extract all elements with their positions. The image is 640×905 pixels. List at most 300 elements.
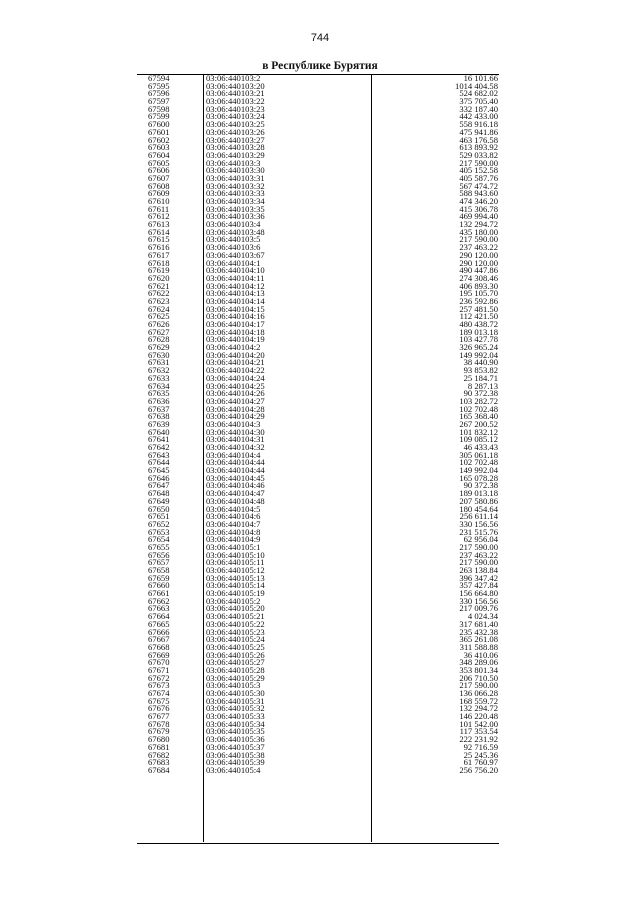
table-row <box>137 213 499 221</box>
cadastral-value-cell: 256 756.20 <box>459 764 498 775</box>
table-row <box>137 149 499 160</box>
table-row <box>137 226 499 237</box>
table-row <box>137 436 499 444</box>
cadastral-value-cell: 305 061.18 <box>459 449 498 460</box>
table-row <box>137 659 499 667</box>
row-number-cell: 67622 <box>148 288 170 299</box>
table-row <box>137 764 499 775</box>
cadastral-number-cell: 03:06:440104:4 <box>206 449 261 460</box>
row-number-cell: 67679 <box>148 726 170 737</box>
row-number-cell: 67652 <box>148 518 170 529</box>
cadastral-number-cell: 03:06:440104:21 <box>206 357 265 368</box>
table-row <box>137 444 499 452</box>
table-row <box>137 705 499 713</box>
cadastral-number-cell: 03:06:440104:45 <box>206 472 265 483</box>
cadastral-number-cell: 03:06:440103:35 <box>206 203 265 214</box>
table-row <box>137 718 499 729</box>
table-row <box>137 198 499 206</box>
row-number-cell: 67629 <box>148 342 170 353</box>
table-row <box>137 503 499 514</box>
cadastral-value-cell: 474 346.20 <box>459 196 498 206</box>
table-row <box>137 380 499 391</box>
cadastral-number-cell: 03:06:440104:7 <box>206 518 261 529</box>
cadastral-number-cell: 03:06:440104:31 <box>206 434 265 445</box>
row-number-cell: 67601 <box>148 126 170 137</box>
row-number-cell: 67616 <box>148 242 170 253</box>
cadastral-number-cell: 03:06:440105:24 <box>206 634 265 645</box>
cadastral-value-cell: 195 105.70 <box>459 288 498 299</box>
cadastral-value-cell: 332 187.40 <box>459 103 498 114</box>
row-number-cell: 67640 <box>148 426 170 437</box>
cadastral-value-cell: 136 066.28 <box>459 688 498 698</box>
table-row <box>137 518 499 529</box>
cadastral-number-cell: 03:06:440104:30 <box>206 426 265 437</box>
cadastral-value-cell: 469 994.40 <box>459 211 498 222</box>
cadastral-value-cell: 180 454.64 <box>459 503 498 514</box>
cadastral-value-cell: 90 372.38 <box>463 388 498 399</box>
row-number-cell: 67627 <box>148 326 170 337</box>
row-number-cell: 67613 <box>148 219 170 230</box>
row-number-cell: 67676 <box>148 703 170 714</box>
row-number-cell: 67615 <box>148 234 170 245</box>
table-row <box>137 572 499 583</box>
cadastral-value-cell: 1014 404.58 <box>455 80 498 91</box>
cadastral-number-cell: 03:06:440104:5 <box>206 503 261 514</box>
cadastral-value-cell: 109 085.12 <box>459 434 498 445</box>
cadastral-value-cell: 406 893.30 <box>459 280 498 291</box>
cadastral-value-cell: 25 245.36 <box>463 749 498 760</box>
page-heading: в Республике Бурятия <box>262 60 378 72</box>
cadastral-value-cell: 112 421.50 <box>459 311 498 322</box>
cadastral-value-cell: 405 587.76 <box>459 172 498 183</box>
cadastral-number-cell: 03:06:440105:33 <box>206 711 265 722</box>
cadastral-value-cell: 61 760.97 <box>463 757 498 768</box>
cadastral-value-cell: 257 481.50 <box>459 303 498 314</box>
cadastral-number-cell: 03:06:440105:13 <box>206 572 265 583</box>
row-number-cell: 67630 <box>148 349 170 360</box>
table-row <box>137 605 499 613</box>
cadastral-number-cell: 03:06:440104:47 <box>206 488 265 499</box>
row-number-cell: 67660 <box>148 580 170 591</box>
cadastral-value-cell: 348 289.06 <box>459 657 498 668</box>
cadastral-value-cell: 217 590.00 <box>459 541 498 552</box>
cadastral-number-cell: 03:06:440104:2 <box>206 342 261 353</box>
row-number-cell: 67598 <box>148 103 170 114</box>
cadastral-value-cell: 8 287.13 <box>467 380 498 391</box>
table-row <box>137 326 499 337</box>
table-row <box>137 90 499 98</box>
cadastral-value-cell: 613 893.92 <box>459 142 498 153</box>
cadastral-value-cell: 62 956.04 <box>463 534 498 545</box>
cadastral-number-cell: 03:06:440104:20 <box>206 349 265 360</box>
cadastral-number-cell: 03:06:440105:22 <box>206 618 265 629</box>
cadastral-value-cell: 217 590.00 <box>459 680 498 691</box>
cadastral-number-cell: 03:06:440103:20 <box>206 80 265 91</box>
cadastral-number-cell: 03:06:440104:16 <box>206 311 265 322</box>
row-number-cell: 67655 <box>148 541 170 552</box>
cadastral-value-cell: 92 716.59 <box>463 741 498 752</box>
row-number-cell: 67637 <box>148 403 170 414</box>
cadastral-value-cell: 132 294.72 <box>459 703 498 714</box>
cadastral-value-cell: 217 590.00 <box>459 234 498 245</box>
cadastral-value-cell: 235 432.38 <box>459 626 498 637</box>
row-number-cell: 67665 <box>148 618 170 629</box>
row-number-cell: 67684 <box>148 764 170 775</box>
cadastral-number-cell: 03:06:440103:26 <box>206 126 265 137</box>
row-number-cell: 67603 <box>148 142 170 153</box>
cadastral-value-cell: 353 801.34 <box>459 664 498 675</box>
row-number-cell: 67635 <box>148 388 170 399</box>
cadastral-value-cell: 206 710.50 <box>459 672 498 683</box>
cadastral-number-cell: 03:06:440103:33 <box>206 188 265 199</box>
cadastral-value-cell: 38 440.90 <box>463 357 498 368</box>
table-row <box>137 113 499 121</box>
cadastral-value-cell: 90 372.38 <box>463 480 498 491</box>
cadastral-value-cell: 217 590.00 <box>459 157 498 168</box>
row-number-cell: 67657 <box>148 557 170 568</box>
cadastral-number-cell: 03:06:440104:25 <box>206 380 265 391</box>
row-number-cell: 67607 <box>148 172 170 183</box>
cadastral-number-cell: 03:06:440104:3 <box>206 418 261 429</box>
row-number-cell: 67653 <box>148 526 170 537</box>
cadastral-value-cell: 117 353.54 <box>459 726 498 737</box>
row-number-cell: 67670 <box>148 657 170 668</box>
table-row <box>137 395 499 406</box>
cadastral-value-cell: 330 156.56 <box>459 518 498 529</box>
cadastral-number-cell: 03:06:440105:19 <box>206 588 265 599</box>
row-number-cell: 67639 <box>148 418 170 429</box>
cadastral-value-cell: 149 992.04 <box>459 465 498 476</box>
row-number-cell: 67672 <box>148 672 170 683</box>
cadastral-value-cell: 475 941.86 <box>459 126 498 137</box>
cadastral-number-cell: 03:06:440105:35 <box>206 726 265 737</box>
cadastral-value-cell: 588 943.60 <box>459 188 498 199</box>
cadastral-number-cell: 03:06:440104:11 <box>206 272 265 283</box>
cadastral-value-cell: 256 611.14 <box>459 511 498 522</box>
cadastral-value-cell: 146 220.48 <box>459 711 498 722</box>
table-row <box>137 426 499 437</box>
cadastral-value-cell: 207 580.86 <box>459 495 498 506</box>
row-number-cell: 67673 <box>148 680 170 691</box>
table-row <box>137 98 499 106</box>
row-number-cell: 67654 <box>148 534 170 545</box>
table-row <box>137 280 499 291</box>
row-number-cell: 67600 <box>148 119 170 130</box>
cadastral-number-cell: 03:06:440103:48 <box>206 226 265 237</box>
cadastral-number-cell: 03:06:440103:67 <box>206 249 265 260</box>
table-row <box>137 690 499 698</box>
cadastral-number-cell: 03:06:440104:28 <box>206 403 265 414</box>
cadastral-number-cell: 03:06:440105:23 <box>206 626 265 637</box>
cadastral-number-cell: 03:06:440105:26 <box>206 649 265 660</box>
cadastral-number-cell: 03:06:440104:44 <box>206 465 265 476</box>
table-row <box>137 290 499 298</box>
cadastral-number-cell: 03:06:440103:22 <box>206 96 265 107</box>
table-row <box>137 682 499 690</box>
table-row <box>137 244 499 252</box>
cadastral-value-cell: 442 433.00 <box>459 111 498 122</box>
table-row <box>137 272 499 283</box>
cadastral-value-cell: 267 200.52 <box>459 418 498 429</box>
table-row <box>137 372 499 383</box>
table-row <box>137 257 499 268</box>
cadastral-number-cell: 03:06:440105:28 <box>206 664 265 675</box>
cadastral-number-cell: 03:06:440105:39 <box>206 757 265 768</box>
row-number-cell: 67681 <box>148 741 170 752</box>
cadastral-value-cell: 290 120.00 <box>459 249 498 260</box>
cadastral-number-cell: 03:06:440103:29 <box>206 149 265 160</box>
table-row <box>137 344 499 352</box>
page-number: 744 <box>310 32 330 44</box>
cadastral-number-cell: 03:06:440104:9 <box>206 534 261 545</box>
cadastral-number-cell: 03:06:440104:29 <box>206 411 265 422</box>
row-number-cell: 67645 <box>148 465 170 476</box>
table-row <box>137 303 499 314</box>
cadastral-value-cell: 263 138.84 <box>459 565 498 575</box>
cadastral-number-cell: 03:06:440103:31 <box>206 172 265 183</box>
table-row <box>137 172 499 183</box>
cadastral-number-cell: 03:06:440103:24 <box>206 111 265 122</box>
table-row <box>137 144 499 152</box>
table-row <box>137 626 499 637</box>
cadastral-value-cell: 567 474.72 <box>459 180 498 191</box>
cadastral-value-cell: 101 832.12 <box>459 426 498 437</box>
row-number-cell: 67599 <box>148 111 170 122</box>
cadastral-value-cell: 217 590.00 <box>459 557 498 568</box>
table-row <box>137 618 499 629</box>
table-row <box>137 203 499 214</box>
table-row <box>137 336 499 344</box>
table-row <box>137 613 499 621</box>
row-number-cell: 67594 <box>148 73 170 83</box>
cadastral-number-cell: 03:06:440103:23 <box>206 103 265 114</box>
cadastral-value-cell: 524 682.02 <box>459 88 498 99</box>
row-number-cell: 67663 <box>148 603 170 614</box>
cadastral-value-cell: 222 231.92 <box>459 734 498 745</box>
table-row <box>137 80 499 91</box>
cadastral-number-cell: 03:06:440104:13 <box>206 288 265 299</box>
table-row <box>137 418 499 429</box>
table-row <box>137 403 499 414</box>
cadastral-number-cell: 03:06:440104:17 <box>206 319 265 329</box>
row-number-cell: 67623 <box>148 295 170 306</box>
table-row <box>137 249 499 260</box>
row-number-cell: 67671 <box>148 664 170 675</box>
cadastral-number-cell: 03:06:440105:32 <box>206 703 265 714</box>
table-row <box>137 595 499 606</box>
row-number-cell: 67620 <box>148 272 170 283</box>
row-number-cell: 67677 <box>148 711 170 722</box>
table-row <box>137 126 499 137</box>
cadastral-value-cell: 165 078.28 <box>459 472 498 483</box>
row-number-cell: 67636 <box>148 395 170 406</box>
row-number-cell: 67662 <box>148 595 170 606</box>
table-row <box>137 459 499 467</box>
table-row <box>137 549 499 560</box>
cadastral-number-cell: 03:06:440105:20 <box>206 603 265 614</box>
row-number-cell: 67641 <box>148 434 170 445</box>
cadastral-value-cell: 46 433.43 <box>463 442 498 452</box>
row-number-cell: 67650 <box>148 503 170 514</box>
row-number-cell: 67646 <box>148 472 170 483</box>
cadastral-number-cell: 03:06:440104:48 <box>206 495 265 506</box>
cadastral-value-cell: 237 463.22 <box>459 549 498 560</box>
table-row <box>137 495 499 506</box>
cadastral-number-cell: 03:06:440105:31 <box>206 695 265 706</box>
cadastral-number-cell: 03:06:440104:24 <box>206 372 265 383</box>
cadastral-number-cell: 03:06:440104:10 <box>206 265 265 276</box>
table-row <box>137 221 499 229</box>
table-row <box>137 413 499 421</box>
row-number-cell: 67651 <box>148 511 170 522</box>
table-row <box>137 664 499 675</box>
table-row <box>137 349 499 360</box>
cadastral-value-cell: 415 306.78 <box>459 203 498 214</box>
cadastral-number-cell: 03:06:440104:12 <box>206 280 265 291</box>
row-number-cell: 67678 <box>148 718 170 729</box>
table-row <box>137 513 499 521</box>
cadastral-number-cell: 03:06:440103:25 <box>206 119 265 130</box>
row-number-cell: 67644 <box>148 457 170 468</box>
table-body <box>137 75 499 775</box>
cadastral-number-cell: 03:06:440103:36 <box>206 211 265 222</box>
cadastral-number-cell: 03:06:440104:18 <box>206 326 265 337</box>
table-row <box>137 728 499 736</box>
cadastral-value-cell: 237 463.22 <box>459 242 498 253</box>
cadastral-value-cell: 217 009.76 <box>459 603 498 614</box>
table-row <box>137 482 499 490</box>
row-number-cell: 67682 <box>148 749 170 760</box>
row-number-cell: 67642 <box>148 442 170 452</box>
cadastral-number-cell: 03:06:440105:29 <box>206 672 265 683</box>
table-row <box>137 636 499 644</box>
cadastral-number-cell: 03:06:440103:34 <box>206 196 265 206</box>
table-row <box>137 157 499 168</box>
cadastral-value-cell: 529 033.82 <box>459 149 498 160</box>
cadastral-number-cell: 03:06:440105:37 <box>206 741 265 752</box>
table-row <box>137 641 499 652</box>
row-number-cell: 67661 <box>148 588 170 599</box>
row-number-cell: 67624 <box>148 303 170 314</box>
cadastral-value-cell: 168 559.72 <box>459 695 498 706</box>
cadastral-number-cell: 03:06:440105:1 <box>206 541 261 552</box>
cadastral-number-cell: 03:06:440105:14 <box>206 580 265 591</box>
table-row <box>137 295 499 306</box>
cadastral-number-cell: 03:06:440104:6 <box>206 511 261 522</box>
cadastral-number-cell: 03:06:440103:21 <box>206 88 265 99</box>
cadastral-value-cell: 149 992.04 <box>459 349 498 360</box>
table-row <box>137 367 499 375</box>
cadastral-number-cell: 03:06:440104:26 <box>206 388 265 399</box>
table-row <box>137 190 499 198</box>
row-number-cell: 67656 <box>148 549 170 560</box>
cadastral-value-cell: 365 261.08 <box>459 634 498 645</box>
table-row <box>137 490 499 498</box>
cadastral-number-cell: 03:06:440104:27 <box>206 395 265 406</box>
cadastral-value-cell: 463 176.58 <box>459 134 498 145</box>
row-number-cell: 67609 <box>148 188 170 199</box>
row-number-cell: 67596 <box>148 88 170 99</box>
table-row <box>137 359 499 367</box>
cadastral-number-cell: 03:06:440103:27 <box>206 134 265 145</box>
row-number-cell: 67631 <box>148 357 170 368</box>
cadastral-value-cell: 480 438.72 <box>459 319 498 329</box>
table-row <box>137 236 499 244</box>
cadastral-value-cell: 189 013.18 <box>459 488 498 499</box>
row-number-cell: 67611 <box>148 203 170 214</box>
table-row <box>137 467 499 475</box>
cadastral-number-cell: 03:06:440105:21 <box>206 611 265 622</box>
row-number-cell: 67619 <box>148 265 170 276</box>
row-number-cell: 67606 <box>148 165 170 176</box>
cadastral-number-cell: 03:06:440104:22 <box>206 365 265 376</box>
cadastral-number-cell: 03:06:440103:2 <box>206 73 261 83</box>
row-number-cell: 67659 <box>148 572 170 583</box>
cadastral-value-cell: 317 681.40 <box>459 618 498 629</box>
table-row <box>137 472 499 483</box>
cadastral-value-cell: 236 592.86 <box>459 295 498 306</box>
cadastral-value-cell: 396 347.42 <box>459 572 498 583</box>
cadastral-value-cell: 156 664.80 <box>459 588 498 599</box>
cadastral-value-cell: 25 184.71 <box>463 372 498 383</box>
row-number-cell: 67618 <box>148 257 170 268</box>
cadastral-value-cell: 311 588.88 <box>459 641 498 652</box>
row-number-cell: 67617 <box>148 249 170 260</box>
row-number-cell: 67643 <box>148 449 170 460</box>
cadastral-value-cell: 330 156.56 <box>459 595 498 606</box>
table-row <box>137 672 499 683</box>
table-row <box>137 449 499 460</box>
table-row <box>137 103 499 114</box>
cadastral-value-cell: 102 702.48 <box>459 457 498 468</box>
table-row <box>137 759 499 767</box>
cadastral-value-cell: 558 916.18 <box>459 119 498 130</box>
cadastral-number-cell: 03:06:440104:8 <box>206 526 261 537</box>
table-row <box>137 75 499 83</box>
cadastral-value-cell: 274 308.46 <box>459 272 498 283</box>
cadastral-number-cell: 03:06:440103:28 <box>206 142 265 153</box>
cadastral-value-cell: 290 120.00 <box>459 257 498 268</box>
cadastral-value-cell: 326 965.24 <box>459 342 498 353</box>
row-number-cell: 67664 <box>148 611 170 622</box>
table-row <box>137 582 499 590</box>
cadastral-number-cell: 03:06:440103:6 <box>206 242 261 253</box>
table-row <box>137 167 499 175</box>
row-number-cell: 67610 <box>148 196 170 206</box>
cadastral-value-cell: 405 152.58 <box>459 165 498 176</box>
cadastral-value-cell: 189 013.18 <box>459 326 498 337</box>
table-row <box>137 713 499 721</box>
table-row <box>137 121 499 129</box>
cadastral-value-cell: 102 702.48 <box>459 403 498 414</box>
row-number-cell: 67675 <box>148 695 170 706</box>
table-row <box>137 526 499 537</box>
table-row <box>137 741 499 752</box>
cadastral-number-cell: 03:06:440103:3 <box>206 157 261 168</box>
cadastral-number-cell: 03:06:440104:32 <box>206 442 265 452</box>
row-number-cell: 67667 <box>148 634 170 645</box>
cadastral-number-cell: 03:06:440104:46 <box>206 480 265 491</box>
row-number-cell: 67612 <box>148 211 170 222</box>
cadastral-number-cell: 03:06:440105:10 <box>206 549 265 560</box>
row-number-cell: 67668 <box>148 641 170 652</box>
cadastral-number-cell: 03:06:440103:30 <box>206 165 265 176</box>
cadastral-value-cell: 16 101.66 <box>463 73 498 83</box>
cadastral-number-cell: 03:06:440104:1 <box>206 257 261 268</box>
table-row <box>137 134 499 145</box>
table-row <box>137 559 499 567</box>
table-row <box>137 749 499 760</box>
